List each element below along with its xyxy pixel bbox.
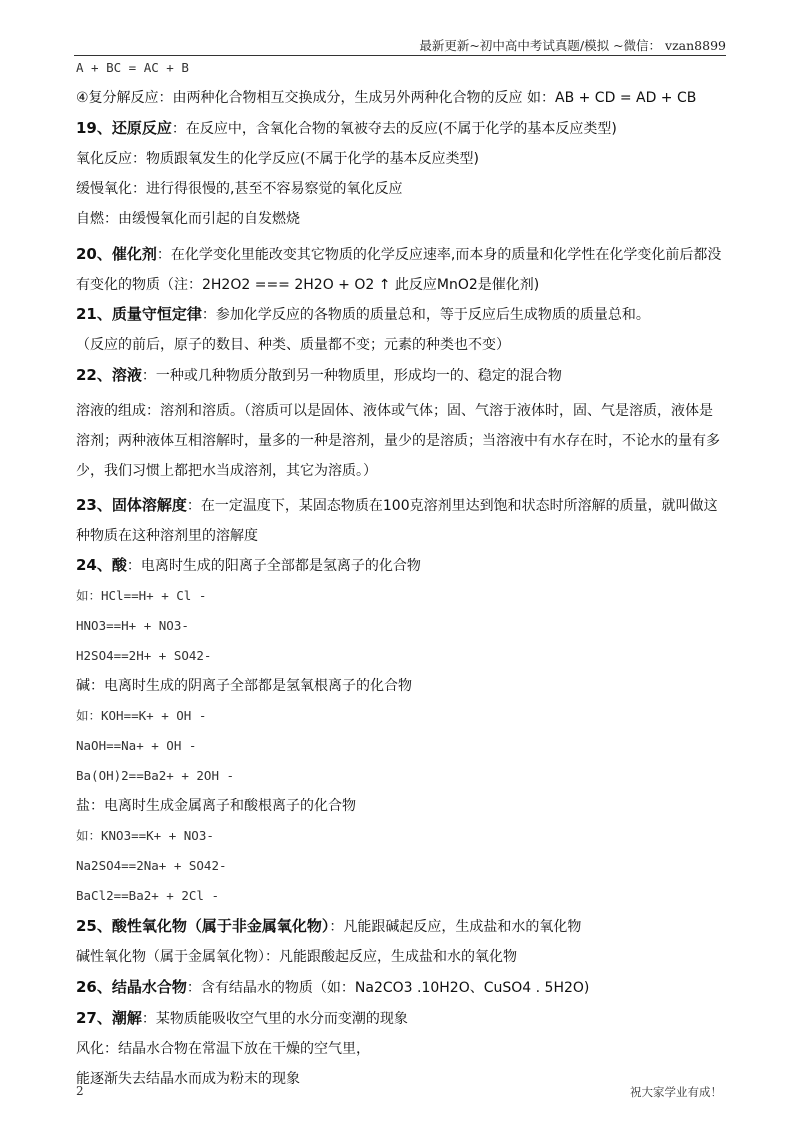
equation-line: 如：HCl==H+ + Cl - (76, 588, 207, 603)
equation-line: 如：KOH==K+ + OH - (76, 708, 207, 723)
definition-24 (76, 555, 726, 576)
item-text: ：含有结晶水的物质（如：Na2CO3 .10H2O、CuSO4 . 5H2O) (186, 980, 590, 996)
equation-line: Na2SO4==2Na+ + SO42- (76, 858, 227, 873)
definition-27 (76, 1008, 726, 1029)
item-term: 催化剂 (111, 245, 157, 263)
reaction-line: A + BC = AC + B (76, 60, 189, 75)
item-number: 26、 (76, 978, 112, 996)
equation-line: 如：KNO3==K+ + NO3- (76, 828, 214, 843)
definition-line: 风化：结晶水合物在常温下放在干燥的空气里， (76, 1041, 370, 1057)
item-term: 潮解 (111, 1009, 142, 1027)
item-number: 24、 (76, 556, 112, 574)
item-term: 酸 (111, 556, 127, 574)
definition-line: 溶液的组成：溶剂和溶质。（溶质可以是固体、液体或气体；固、气溶于液体时，固、气是溶质，液体是溶剂；两种液体互相溶解时，量多的一种是溶剂，量少的是溶质；当溶液中有水存在时，不论水的量有多少，我们习惯上都把水当成溶剂，其它为溶质。） (76, 403, 720, 479)
equation-line: NaOH==Na+ + OH - (76, 738, 197, 753)
definition-line: 自燃：由缓慢氧化而引起的自发燃烧 (76, 211, 300, 227)
definition-line: 碱性氧化物（属于金属氧化物）：凡能跟酸起反应，生成盐和水的氧化物 (76, 949, 517, 965)
equation-line: H2SO4==2H+ + SO42- (76, 648, 212, 663)
item-text: ：某物质能吸收空气里的水分而变潮的现象 (141, 1011, 408, 1027)
item-text: ：凡能跟碱起反应，生成盐和水的氧化物 (329, 919, 582, 935)
item-term: 结晶水合物 (111, 978, 187, 996)
equation-line: HNO3==H+ + NO3- (76, 618, 189, 633)
definition-line: （反应的前后，原子的数目、种类、质量都不变；元素的种类也不变） (76, 337, 510, 353)
definition-23 (76, 490, 726, 551)
definition-line: 盐：电离时生成金属离子和酸根离子的化合物 (76, 798, 356, 814)
item-term: 还原反应 (111, 119, 172, 137)
document-body (76, 58, 726, 1099)
item-number: 23、 (76, 496, 112, 514)
definition-26 (76, 977, 726, 998)
item-number: 25、 (76, 917, 112, 935)
definition-20 (76, 239, 726, 300)
item-text: ：参加化学反应的各物质的质量总和，等于反应后生成物质的质量总和。 (201, 307, 650, 323)
equation-line: Ba(OH)2==Ba2+ + 2OH - (76, 768, 235, 783)
equation-line: BaCl2==Ba2+ + 2Cl - (76, 888, 219, 903)
header-divider (74, 55, 726, 56)
footer-message: 祝大家学业有成！ (630, 1085, 722, 1099)
definition-line: 能逐渐失去结晶水而成为粉末的现象 (76, 1071, 300, 1087)
item-number: 19、 (76, 119, 112, 137)
item-text: ：在一定温度下，某固态物质在100克溶剂里达到饱和状态时所溶解的质量，就叫做这种物质在这种溶剂里的溶解度 (76, 498, 718, 544)
definition-19 (76, 118, 726, 139)
definition-21 (76, 304, 726, 325)
item-number: 27、 (76, 1009, 112, 1027)
definition-line: ④复分解反应：由两种化合物相互交换成分，生成另外两种化合物的反应 如：AB + CD = AD + CB (76, 90, 697, 106)
definition-line: 缓慢氧化：进行得很慢的,甚至不容易察觉的氧化反应 (76, 181, 403, 197)
item-text: ：电离时生成的阳离子全部都是氢离子的化合物 (126, 558, 421, 574)
item-text: ：一种或几种物质分散到另一种物质里，形成均一的、稳定的混合物 (141, 368, 562, 384)
item-term: 酸性氧化物（属于非金属氧化物） (111, 917, 330, 935)
definition-line: 氧化反应：物质跟氧发生的化学反应(不属于化学的基本反应类型) (76, 151, 479, 167)
page-header: 最新更新~初中高中考试真题/模拟 ~微信： vzan8899 (419, 38, 726, 53)
page-number: 2 (76, 1084, 84, 1098)
item-term: 溶液 (111, 366, 142, 384)
item-number: 22、 (76, 366, 112, 384)
item-number: 21、 (76, 305, 112, 323)
item-term: 固体溶解度 (111, 496, 187, 514)
definition-25 (76, 916, 726, 937)
item-term: 质量守恒定律 (111, 305, 202, 323)
definition-line: 碱：电离时生成的阴离子全部都是氢氧根离子的化合物 (76, 678, 412, 694)
item-text: ：在化学变化里能改变其它物质的化学反应速率,而本身的质量和化学性在化学变化前后都没有变化的物质（注：2H2O2 === 2H2O + O2 ↑ 此反应MnO2是催化剂) (76, 247, 722, 293)
item-text: ：在反应中，含氧化合物的氧被夺去的反应(不属于化学的基本反应类型) (171, 121, 617, 137)
definition-22 (76, 365, 726, 386)
item-number: 20、 (76, 245, 112, 263)
